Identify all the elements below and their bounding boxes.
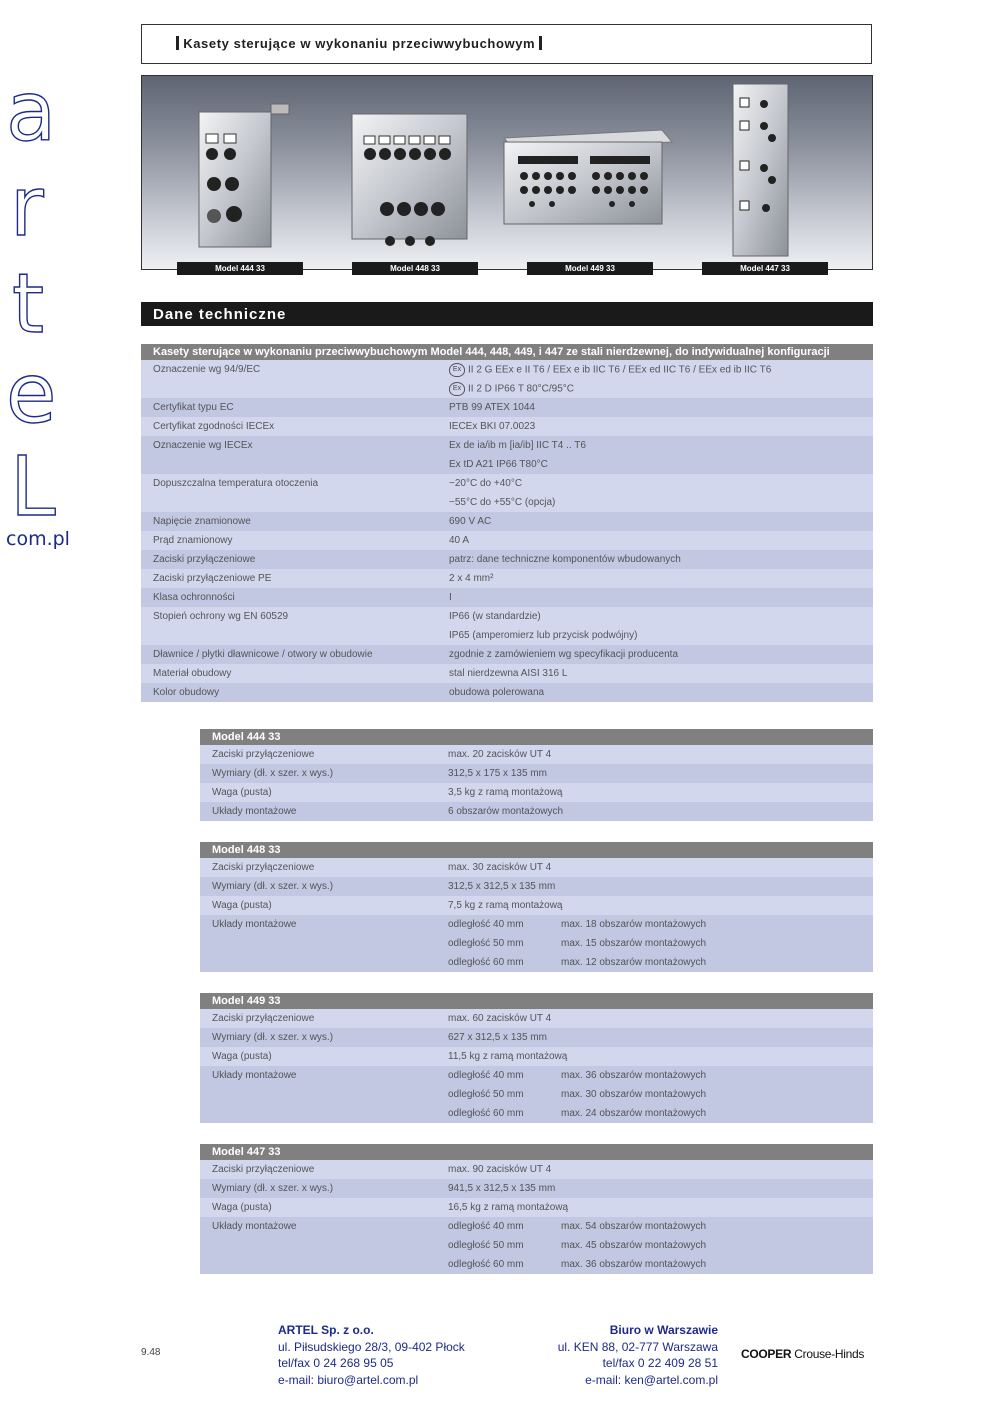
office-name: Biuro w Warszawie bbox=[609, 1323, 718, 1337]
row-value: Ex tD A21 IP66 T80°C bbox=[437, 455, 873, 474]
row-label: Certyfikat typu EC bbox=[141, 398, 437, 417]
section-header bbox=[141, 302, 873, 326]
warsaw-office-address bbox=[520, 1322, 718, 1388]
row-value: Ex II 2 D IP66 T 80°C/95°C bbox=[437, 379, 873, 398]
row-value: max. 90 zacisków UT 4 bbox=[436, 1160, 873, 1179]
model-table-title: Model 447 33 bbox=[200, 1144, 873, 1160]
row-value: odległość 40 mm max. 18 obszarów montażowych bbox=[436, 915, 873, 934]
row-value: odległość 50 mm max. 30 obszarów montażowych bbox=[436, 1085, 873, 1104]
row-value: odległość 60 mm max. 24 obszarów montażowych bbox=[436, 1104, 873, 1123]
row-label: Zaciski przyłączeniowe bbox=[200, 858, 436, 877]
row-label: Wymiary (dł. x szer. x wys.) bbox=[200, 764, 436, 783]
row-label: Układy montażowe bbox=[200, 802, 436, 821]
page-number: 9.48 bbox=[141, 1347, 161, 1358]
photo-label-444: Model 444 33 bbox=[177, 262, 303, 275]
product-photo bbox=[141, 75, 873, 270]
enclosure-448-image bbox=[352, 114, 467, 246]
row-label: Materiał obudowy bbox=[141, 664, 437, 683]
section-title: Dane techniczne bbox=[153, 306, 287, 323]
row-label: Zaciski przyłączeniowe bbox=[200, 1009, 436, 1028]
row-value: 7,5 kg z ramą montażową bbox=[436, 896, 873, 915]
company-address bbox=[278, 1322, 465, 1388]
header-box bbox=[141, 24, 872, 64]
row-value: 16,5 kg z ramą montażową bbox=[436, 1198, 873, 1217]
row-label: Oznaczenie wg IECEx bbox=[141, 436, 437, 455]
row-label: Prąd znamionowy bbox=[141, 531, 437, 550]
office-email-link[interactable]: e-mail: ken@artel.com.pl bbox=[585, 1372, 718, 1387]
row-value: IP66 (w standardzie) bbox=[437, 607, 873, 626]
company-street: ul. Piłsudskiego 28/3, 09-402 Płock bbox=[278, 1339, 465, 1354]
model-444-table bbox=[200, 729, 873, 821]
row-value: zgodnie z zamówieniem wg specyfikacji producenta bbox=[437, 645, 873, 664]
row-label: Wymiary (dł. x szer. x wys.) bbox=[200, 1028, 436, 1047]
row-label: Układy montażowe bbox=[200, 1066, 436, 1085]
row-label: Układy montażowe bbox=[200, 1217, 436, 1236]
row-label: Zaciski przyłączeniowe bbox=[200, 745, 436, 764]
row-value: max. 20 zacisków UT 4 bbox=[436, 745, 873, 764]
row-label: Certyfikat zgodności IECEx bbox=[141, 417, 437, 436]
row-label: Dopuszczalna temperatura otoczenia bbox=[141, 474, 437, 493]
logo-letter-e: e bbox=[6, 347, 57, 442]
row-label: Zaciski przyłączeniowe bbox=[141, 550, 437, 569]
photo-label-449: Model 449 33 bbox=[527, 262, 653, 275]
row-label: Waga (pusta) bbox=[200, 896, 436, 915]
row-value: IP65 (amperomierz lub przycisk podwójny) bbox=[437, 626, 873, 645]
row-value: stal nierdzewna AISI 316 L bbox=[437, 664, 873, 683]
logo-letter-r: r bbox=[10, 160, 44, 255]
row-value: obudowa polerowana bbox=[437, 683, 873, 702]
row-label: Napięcie znamionowe bbox=[141, 512, 437, 531]
row-value: max. 30 zacisków UT 4 bbox=[436, 858, 873, 877]
row-value: −55°C do +55°C (opcja) bbox=[437, 493, 873, 512]
company-email-link[interactable]: e-mail: biuro@artel.com.pl bbox=[278, 1372, 419, 1387]
row-value: odległość 50 mm max. 45 obszarów montażowych bbox=[436, 1236, 873, 1255]
model-table-title: Model 448 33 bbox=[200, 842, 873, 858]
row-value: I bbox=[437, 588, 873, 607]
logo-letter-l: L bbox=[10, 440, 56, 535]
page-title: Kasety sterujące w wykonaniu przeciwwybuchowym bbox=[176, 36, 542, 51]
row-value: PTB 99 ATEX 1044 bbox=[437, 398, 873, 417]
model-table-title: Model 449 33 bbox=[200, 993, 873, 1009]
general-table-title: Kasety sterujące w wykonaniu przeciwwybuchowym Model 444, 448, 449, i 447 ze stali nierdzewnej, do indywidualnej konfiguracji bbox=[141, 344, 873, 360]
row-label: Waga (pusta) bbox=[200, 1198, 436, 1217]
model-448-table bbox=[200, 842, 873, 972]
ex-symbol-icon: Ex bbox=[449, 363, 465, 377]
cooper-crouse-hinds-logo: COOPER Crouse-Hinds bbox=[741, 1347, 865, 1361]
row-value: 312,5 x 175 x 135 mm bbox=[436, 764, 873, 783]
row-label: Waga (pusta) bbox=[200, 1047, 436, 1066]
artel-vertical-logo bbox=[4, 70, 84, 550]
row-label: Oznaczenie wg 94/9/EC bbox=[141, 360, 437, 379]
ex-symbol-icon: Ex bbox=[449, 382, 465, 396]
row-value: 3,5 kg z ramą montażową bbox=[436, 783, 873, 802]
company-name: ARTEL Sp. z o.o. bbox=[278, 1323, 374, 1337]
row-value: Ex II 2 G EEx e II T6 / EEx e ib IIC T6 / EEx ed IIC T6 / EEx ed ib IIC T6 bbox=[437, 360, 873, 379]
row-label: Wymiary (dł. x szer. x wys.) bbox=[200, 877, 436, 896]
row-value: 40 A bbox=[437, 531, 873, 550]
logo-domain: com.pl bbox=[6, 528, 70, 550]
row-label: Zaciski przyłączeniowe PE bbox=[141, 569, 437, 588]
office-phone: tel/fax 0 22 409 28 51 bbox=[602, 1356, 718, 1370]
row-value: 941,5 x 312,5 x 135 mm bbox=[436, 1179, 873, 1198]
row-value: odległość 60 mm max. 36 obszarów montażowych bbox=[436, 1255, 873, 1274]
row-value: Ex de ia/ib m [ia/ib] IIC T4 .. T6 bbox=[437, 436, 873, 455]
row-value: patrz: dane techniczne komponentów wbudowanych bbox=[437, 550, 873, 569]
enclosure-449-image bbox=[504, 130, 672, 224]
model-447-table bbox=[200, 1144, 873, 1274]
row-value: 312,5 x 312,5 x 135 mm bbox=[436, 877, 873, 896]
row-value: 627 x 312,5 x 135 mm bbox=[436, 1028, 873, 1047]
company-phone: tel/fax 0 24 268 95 05 bbox=[278, 1356, 394, 1370]
row-value: 11,5 kg z ramą montażową bbox=[436, 1047, 873, 1066]
row-value: odległość 40 mm max. 36 obszarów montażowych bbox=[436, 1066, 873, 1085]
photo-label-447: Model 447 33 bbox=[702, 262, 828, 275]
row-label: Zaciski przyłączeniowe bbox=[200, 1160, 436, 1179]
row-value: −20°C do +40°C bbox=[437, 474, 873, 493]
row-value: max. 60 zacisków UT 4 bbox=[436, 1009, 873, 1028]
photo-label-448: Model 448 33 bbox=[352, 262, 478, 275]
row-value: 690 V AC bbox=[437, 512, 873, 531]
enclosure-444-image bbox=[199, 104, 289, 247]
row-value: IECEx BKI 07.0023 bbox=[437, 417, 873, 436]
row-value: odległość 40 mm max. 54 obszarów montażowych bbox=[436, 1217, 873, 1236]
office-street: ul. KEN 88, 02-777 Warszawa bbox=[557, 1339, 718, 1354]
general-spec-table bbox=[141, 344, 873, 702]
row-label: Kolor obudowy bbox=[141, 683, 437, 702]
model-449-table bbox=[200, 993, 873, 1123]
enclosure-447-image bbox=[733, 84, 788, 256]
row-label: Klasa ochronności bbox=[141, 588, 437, 607]
row-label: Waga (pusta) bbox=[200, 783, 436, 802]
row-label: Stopień ochrony wg EN 60529 bbox=[141, 607, 437, 626]
row-value: 2 x 4 mm² bbox=[437, 569, 873, 588]
row-value: odległość 50 mm max. 15 obszarów montażowych bbox=[436, 934, 873, 953]
row-label: Wymiary (dł. x szer. x wys.) bbox=[200, 1179, 436, 1198]
row-label: Układy montażowe bbox=[200, 915, 436, 934]
row-value: odległość 60 mm max. 12 obszarów montażowych bbox=[436, 953, 873, 972]
model-table-title: Model 444 33 bbox=[200, 729, 873, 745]
logo-letter-a: a bbox=[6, 70, 57, 160]
row-label: Dławnice / płytki dławnicowe / otwory w obudowie bbox=[141, 645, 437, 664]
row-value: 6 obszarów montażowych bbox=[436, 802, 873, 821]
logo-letter-t: t bbox=[12, 257, 45, 352]
